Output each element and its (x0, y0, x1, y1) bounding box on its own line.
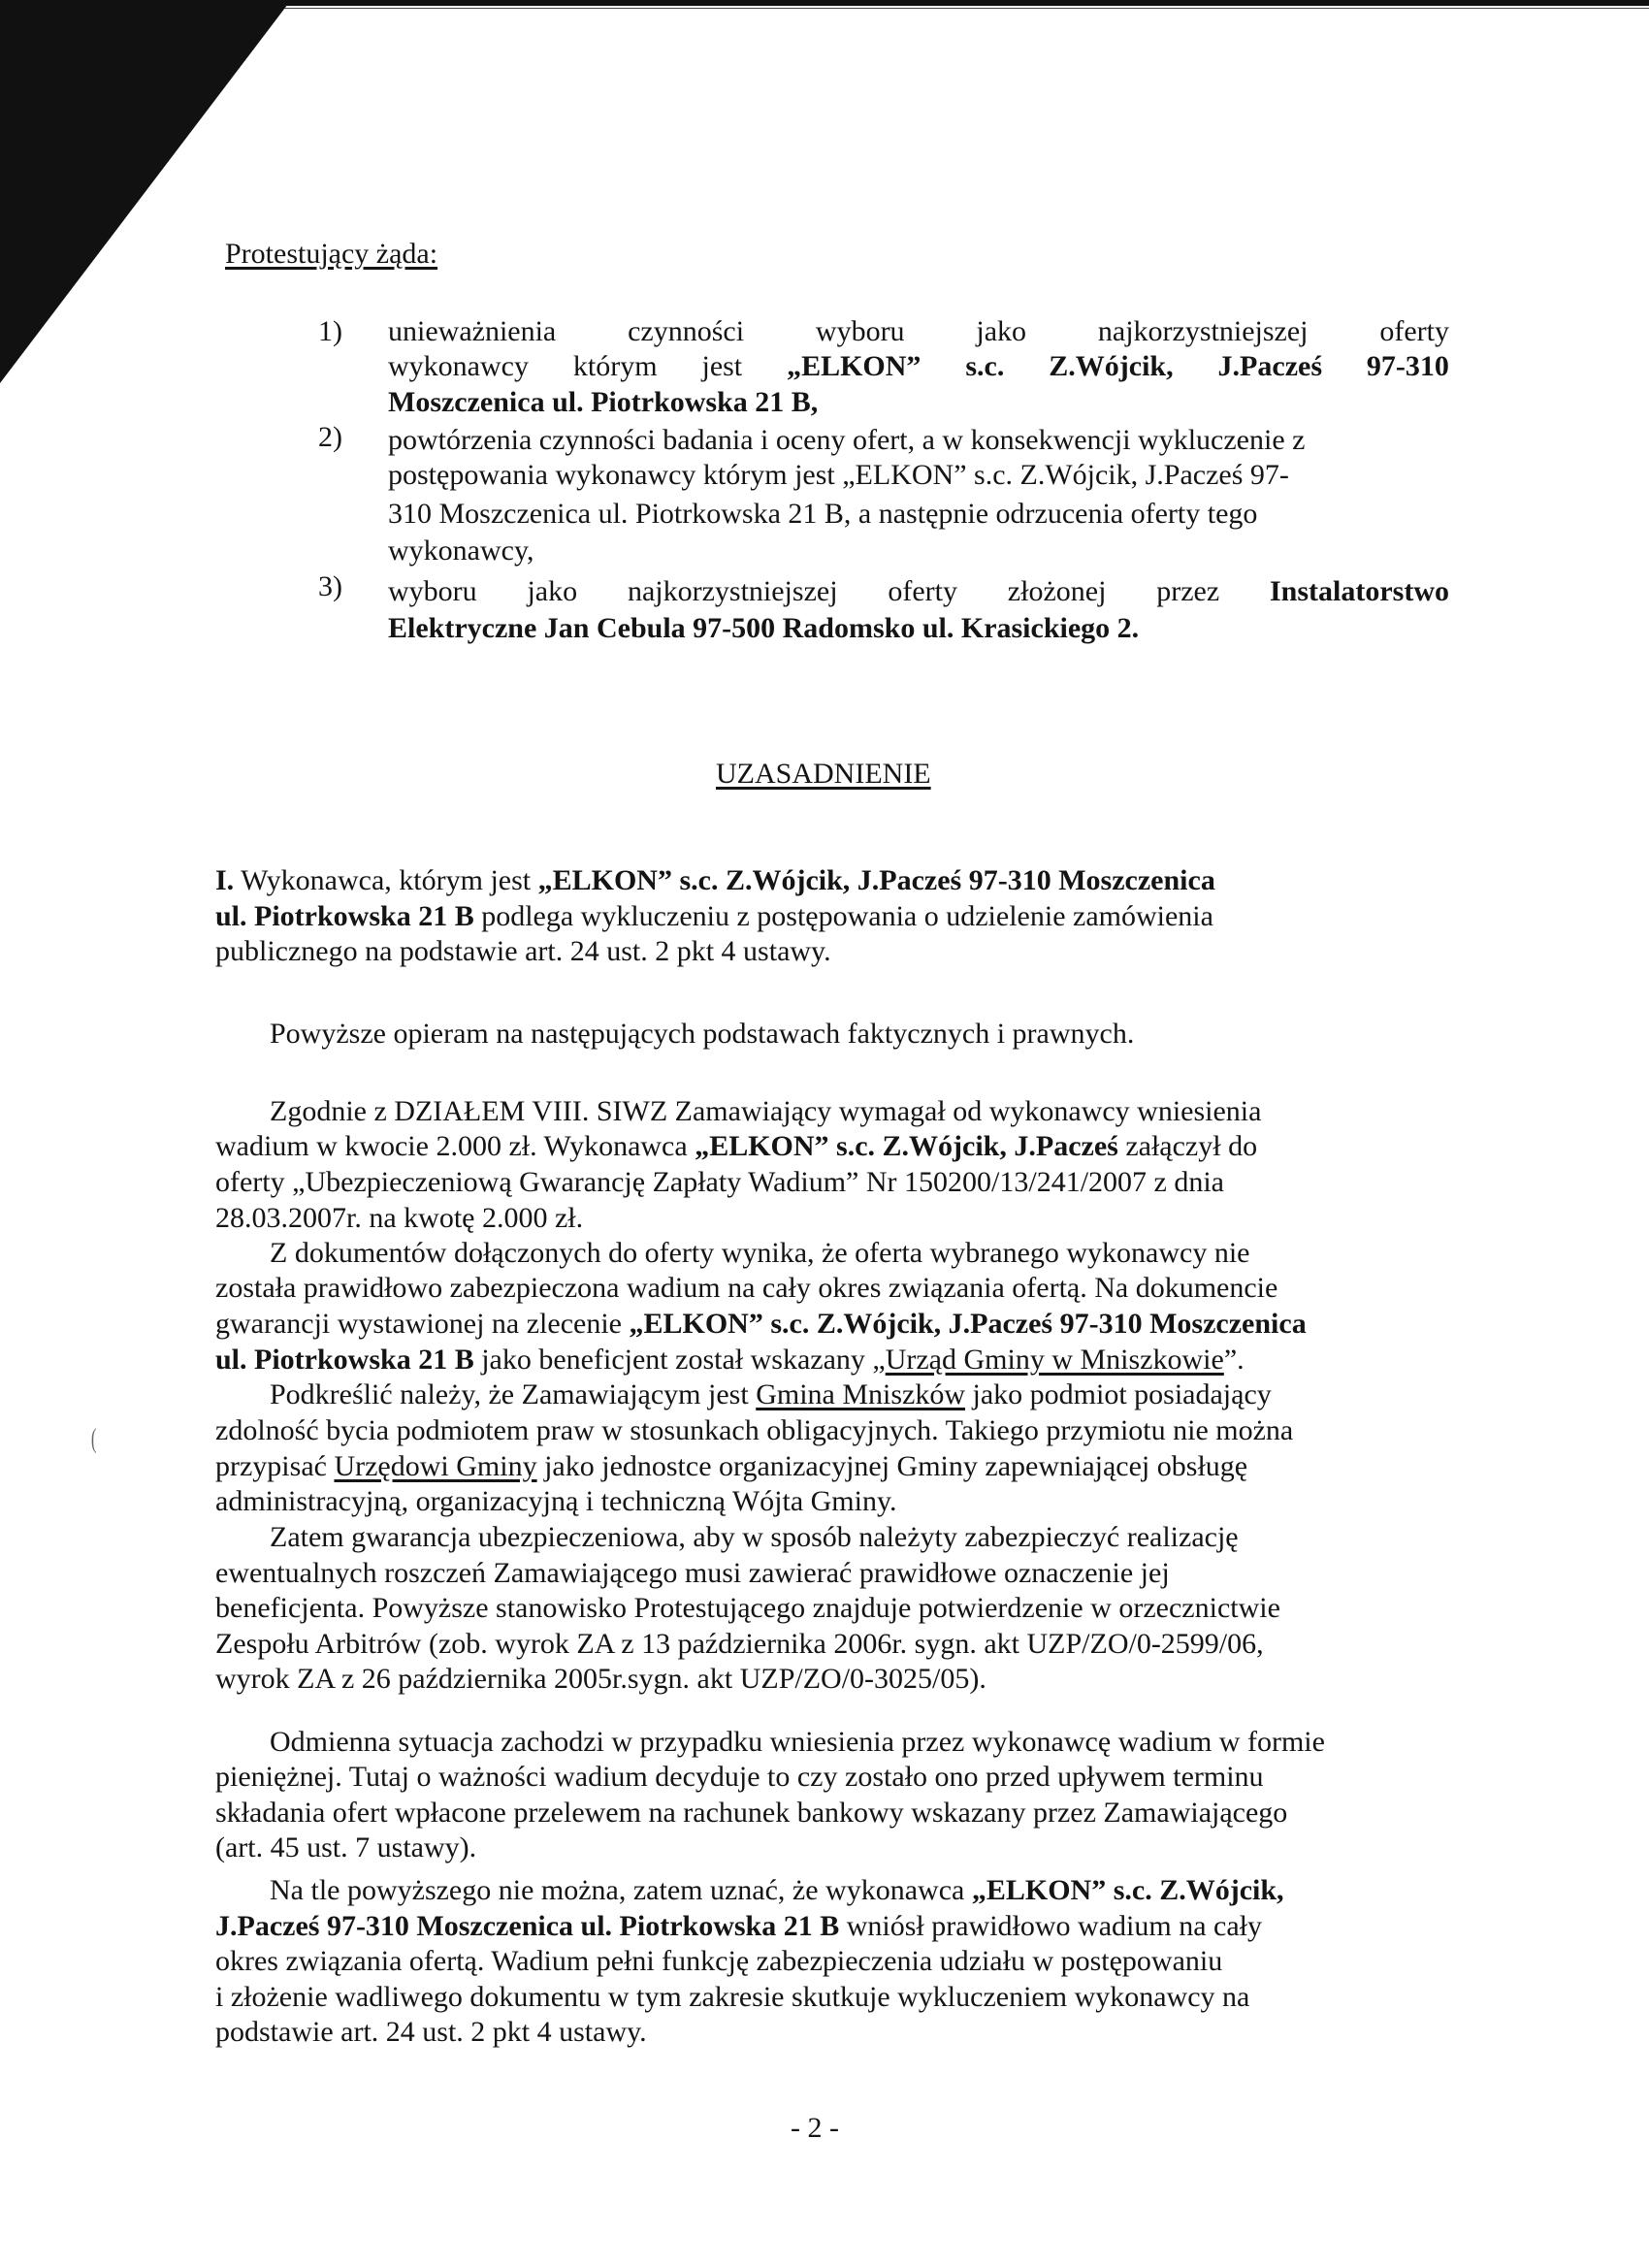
demand-2-line-2: postępowania wykonawcy którym jest „ELKON” s.c. Z.Wójcik, J.Pacześ 97- (388, 459, 1289, 491)
paragraph-5-line-2: zdolność bycia podmiotem praw w stosunkach obligacyjnych. Takiego przymiotu nie można (215, 1414, 1294, 1446)
paragraph-2: Powyższe opieram na następujących podstawach faktycznych i prawnych. (270, 1018, 1135, 1050)
paragraph-8-line-1: Na tle powyższego nie można, zatem uznać, że wykonawca „ELKON” s.c. Z.Wójcik, (270, 1874, 1284, 1906)
paragraph-5-line-3: przypisać Urzędowi Gminy jako jednostce organizacyjnej Gminy zapewniającej obsługę (215, 1450, 1248, 1482)
paragraph-7-line-2: pieniężnej. Tutaj o ważności wadium decyduje to czy zostało ono przed upływem terminu (215, 1761, 1264, 1793)
paragraph-5-line-4: administracyjną, organizacyjną i techniczną Wójta Gminy. (215, 1485, 897, 1517)
paragraph-8-line-5: podstawie art. 24 ust. 2 pkt 4 ustawy. (215, 2016, 647, 2048)
paragraph-4-line-4: ul. Piotrkowska 21 B jako beneficjent został wskazany „Urząd Gminy w Mniszkowie”. (215, 1344, 1245, 1376)
paragraph-4-line-3: gwarancji wystawionej na zlecenie „ELKON” s.c. Z.Wójcik, J.Pacześ 97-310 Moszczenica (215, 1308, 1307, 1340)
demand-3-line-2: Elektryczne Jan Cebula 97-500 Radomsko ul. Krasickiego 2. (388, 612, 1140, 644)
paragraph-8-line-2: J.Pacześ 97-310 Moszczenica ul. Piotrkowska 21 B wniósł prawidłowo wadium na cały (215, 1910, 1262, 1942)
demand-2-line-3: 310 Moszczenica ul. Piotrkowska 21 B, a następnie odrzucenia oferty tego (388, 498, 1258, 530)
paragraph-3-line-4: 28.03.2007r. na kwotę 2.000 zł. (215, 1202, 584, 1234)
demand-3-number: 3) (318, 570, 342, 602)
demand-2-line-1: powtórzenia czynności badania i oceny ofert, a w konsekwencji wykluczenie z (388, 424, 1306, 456)
paragraph-1-line-2: ul. Piotrkowska 21 B podlega wykluczeniu z postępowania o udzielenie zamówienia (215, 900, 1213, 932)
paragraph-5-line-1: Podkreślić należy, że Zamawiającym jest Gmina Mniszków jako podmiot posiadający (270, 1378, 1272, 1410)
paragraph-8-line-4: i złożenie wadliwego dokumentu w tym zakresie skutkuje wykluczeniem wykonawcy na (215, 1981, 1250, 2013)
paragraph-3-line-2: wadium w kwocie 2.000 zł. Wykonawca „ELKON” s.c. Z.Wójcik, J.Pacześ załączył do (215, 1130, 1258, 1162)
paragraph-8-line-3: okres związania ofertą. Wadium pełni funkcję zabezpieczenia udziału w postępowaniu (215, 1945, 1223, 1977)
paragraph-7-line-4: (art. 45 ust. 7 ustawy). (215, 1831, 477, 1863)
section-title: UZASADNIENIE (716, 758, 931, 790)
paragraph-6-line-2: ewentualnych roszczeń Zamawiającego musi zawierać prawidłowe oznaczenie jej (215, 1557, 1170, 1589)
paragraph-6-line-5: wyrok ZA z 26 października 2005r.sygn. akt UZP/ZO/0-3025/05). (215, 1663, 986, 1695)
paragraph-3-line-1: Zgodnie z DZIAŁEM VIII. SIWZ Zamawiający wymagał od wykonawcy wniesienia (270, 1095, 1262, 1127)
paragraph-7-line-1: Odmienna sytuacja zachodzi w przypadku wniesienia przez wykonawcę wadium w formie (270, 1726, 1325, 1758)
paragraph-4-line-2: została prawidłowo zabezpieczona wadium na cały okres związania ofertą. Na dokumencie (215, 1272, 1278, 1304)
paragraph-6-line-4: Zespołu Arbitrów (zob. wyrok ZA z 13 października 2006r. sygn. akt UZP/ZO/0-2599/06, (215, 1628, 1264, 1660)
margin-mark: ( (90, 1424, 97, 1454)
demands-heading: Protestujący żąda: (225, 238, 438, 270)
demand-2-number: 2) (318, 421, 342, 453)
page-number: - 2 - (791, 2112, 839, 2144)
demand-3-line-1: wyboru jako najkorzystniejszej oferty złożonej przez Instalatorstwo (388, 575, 1449, 607)
paragraph-1-line-3: publicznego na podstawie art. 24 ust. 2 pkt 4 ustawy. (215, 935, 831, 967)
paragraph-6-line-3: beneficjenta. Powyższe stanowisko Protestującego znajduje potwierdzenie w orzecznictwie (215, 1592, 1280, 1624)
paragraph-7-line-3: składania ofert wpłacone przelewem na rachunek bankowy wskazany przez Zamawiającego (215, 1797, 1288, 1829)
demand-1-line-2: wykonawcy którym jest „ELKON” s.c. Z.Wójcik, J.Pacześ 97-310 (388, 350, 1449, 382)
paragraph-6-line-1: Zatem gwarancja ubezpieczeniowa, aby w sposób należyty zabezpieczyć realizację (270, 1521, 1239, 1553)
demand-2-line-4: wykonawcy, (388, 535, 534, 567)
demand-1-line-3: Moszczenica ul. Piotrkowska 21 B, (388, 386, 819, 418)
paragraph-1-line-1: I. Wykonawca, którym jest „ELKON” s.c. Z.Wójcik, J.Pacześ 97-310 Moszczenica (215, 864, 1215, 896)
paragraph-4-line-1: Z dokumentów dołączonych do oferty wynika, że oferta wybranego wykonawcy nie (270, 1237, 1250, 1269)
demand-1-number: 1) (318, 315, 342, 347)
demand-1-line-1: unieważnienia czynności wyboru jako najkorzystniejszej oferty (388, 315, 1449, 347)
paragraph-3-line-3: oferty „Ubezpieczeniową Gwarancję Zapłaty Wadium” Nr 150200/13/241/2007 z dnia (215, 1166, 1224, 1198)
